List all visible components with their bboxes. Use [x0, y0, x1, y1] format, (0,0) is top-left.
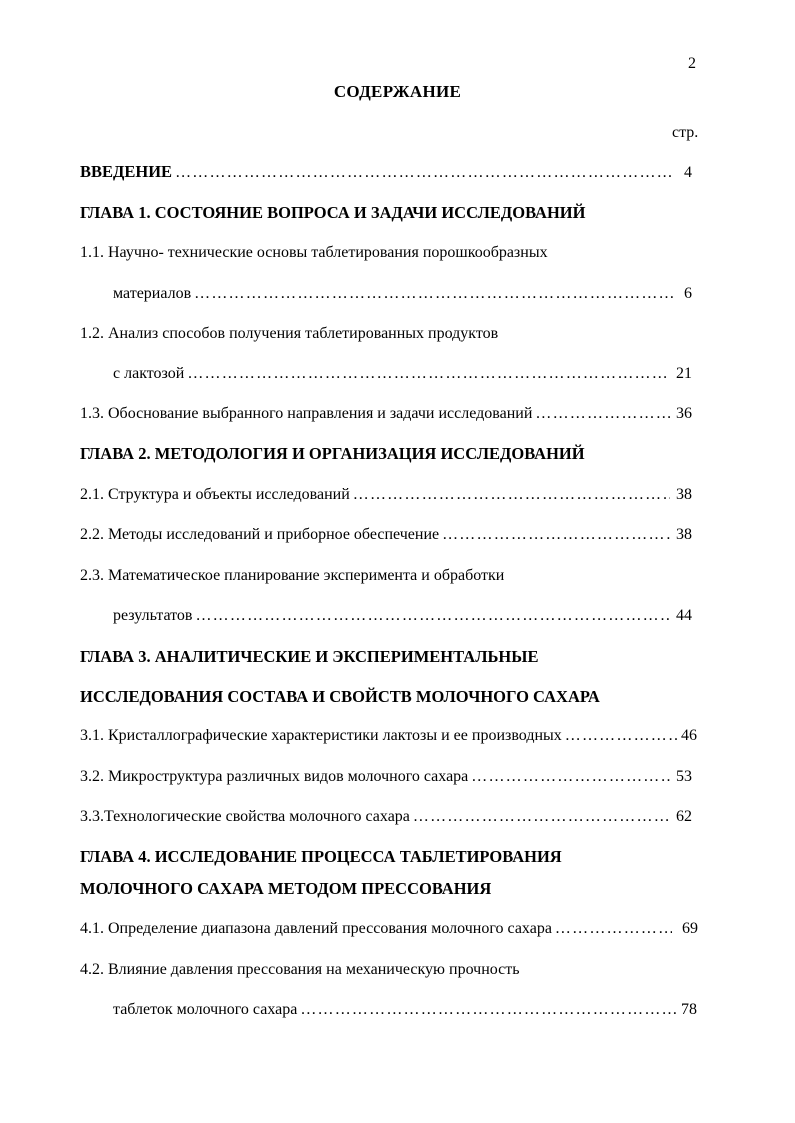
- toc-entry-2-3[interactable]: [113, 604, 692, 628]
- leader-dots: [413, 805, 670, 829]
- toc-entry-page: 44: [676, 607, 692, 624]
- page-column-label: стр.: [672, 124, 699, 141]
- toc-entry-page: 69: [682, 920, 698, 937]
- toc-entry-label: ВВЕДЕНИЕ: [80, 162, 173, 181]
- toc-entry-2-1[interactable]: [80, 483, 692, 507]
- toc-entry-label: таблеток молочного сахара: [113, 1001, 298, 1018]
- leader-dots: [175, 161, 673, 185]
- leader-dots: [565, 724, 677, 748]
- toc-entry-label: 3.3.Технологические свойства молочного сахара: [80, 808, 410, 825]
- toc-entry-label: 3.1. Кристаллографические характеристики лактозы и ее производных: [80, 727, 562, 744]
- toc-entry-4-2-line1[interactable]: 4.2. Влияние давления прессования на механическую прочность: [80, 961, 520, 978]
- toc-entry-1-3[interactable]: [80, 402, 692, 426]
- leader-dots: [471, 765, 670, 789]
- leader-dots: [442, 523, 670, 547]
- toc-entry-label: с лактозой: [113, 365, 185, 382]
- toc-entry-page: 36: [676, 405, 692, 422]
- chapter-4-title-line1[interactable]: ГЛАВА 4. ИССЛЕДОВАНИЕ ПРОЦЕССА ТАБЛЕТИРОВАНИЯ: [80, 847, 562, 866]
- toc-entry-2-2[interactable]: [80, 523, 692, 547]
- toc-entry-label: 2.1. Структура и объекты исследований: [80, 486, 350, 503]
- toc-entry-1-1-line1[interactable]: 1.1. Научно- технические основы таблетирования порошкообразных: [80, 244, 548, 261]
- toc-entry-page: 62: [676, 808, 692, 825]
- leader-dots: [187, 362, 670, 386]
- leader-dots: [535, 402, 670, 426]
- toc-entry-intro[interactable]: [80, 160, 692, 184]
- toc-entry-page: 46: [681, 727, 697, 744]
- toc-entry-label: 1.3. Обоснование выбранного направления и задачи исследований: [80, 405, 533, 422]
- toc-entry-4-1[interactable]: [80, 917, 698, 941]
- toc-entry-label: результатов: [113, 607, 193, 624]
- toc-entry-3-1[interactable]: [80, 724, 697, 748]
- toc-entry-page: 4: [684, 164, 692, 181]
- toc-entry-3-2[interactable]: [80, 765, 692, 789]
- toc-entry-3-3[interactable]: [80, 805, 692, 829]
- leader-dots: [195, 604, 670, 628]
- chapter-3-title-line2[interactable]: ИССЛЕДОВАНИЯ СОСТАВА И СВОЙСТВ МОЛОЧНОГО САХАРА: [80, 687, 600, 706]
- leader-dots: [194, 282, 673, 306]
- toc-entry-label: 4.1. Определение диапазона давлений прессования молочного сахара: [80, 920, 552, 937]
- toc-entry-label: материалов: [113, 285, 192, 302]
- leader-dots: [300, 998, 677, 1022]
- toc-entry-page: 38: [676, 526, 692, 543]
- chapter-4-title-line2[interactable]: МОЛОЧНОГО САХАРА МЕТОДОМ ПРЕССОВАНИЯ: [80, 879, 492, 898]
- toc-entry-page: 53: [676, 768, 692, 785]
- page-number: 2: [688, 55, 696, 72]
- toc-entry-4-2[interactable]: [113, 998, 697, 1022]
- toc-entry-1-1[interactable]: [113, 282, 692, 306]
- toc-entry-label: 3.2. Микроструктура различных видов молочного сахара: [80, 768, 469, 785]
- toc-entry-page: 21: [676, 365, 692, 382]
- chapter-1-title[interactable]: ГЛАВА 1. СОСТОЯНИЕ ВОПРОСА И ЗАДАЧИ ИССЛЕДОВАНИЙ: [80, 203, 586, 222]
- toc-entry-page: 78: [681, 1001, 697, 1018]
- toc-entry-label: 2.2. Методы исследований и приборное обеспечение: [80, 526, 440, 543]
- toc-entry-page: 6: [684, 285, 692, 302]
- leader-dots: [555, 917, 672, 941]
- toc-entry-2-3-line1[interactable]: 2.3. Математическое планирование эксперимента и обработки: [80, 567, 505, 584]
- leader-dots: [353, 483, 670, 507]
- toc-entry-1-2-line1[interactable]: 1.2. Анализ способов получения таблетированных продуктов: [80, 325, 499, 342]
- toc-entry-page: 38: [676, 486, 692, 503]
- chapter-2-title[interactable]: ГЛАВА 2. МЕТОДОЛОГИЯ И ОРГАНИЗАЦИЯ ИССЛЕДОВАНИЙ: [80, 444, 585, 463]
- toc-entry-1-2[interactable]: [113, 362, 692, 386]
- page-title: СОДЕРЖАНИЕ: [333, 82, 462, 101]
- chapter-3-title-line1[interactable]: ГЛАВА 3. АНАЛИТИЧЕСКИЕ И ЭКСПЕРИМЕНТАЛЬНЫЕ: [80, 647, 539, 666]
